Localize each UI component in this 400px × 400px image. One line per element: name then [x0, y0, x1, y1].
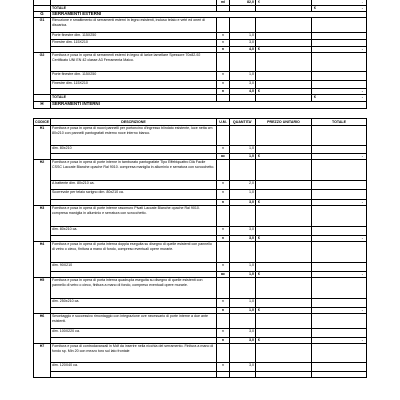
- item-line: [34, 81, 367, 89]
- item-line: [34, 181, 367, 190]
- cell-um: [217, 206, 230, 227]
- cell-total: [312, 200, 367, 206]
- cell-price: [256, 81, 312, 89]
- cell-um: [217, 95, 230, 102]
- section-code: G: [34, 12, 51, 18]
- cell-total: [312, 95, 367, 102]
- cell-qty: [230, 314, 256, 329]
- cell-total: [312, 372, 367, 378]
- line-text: Porte finestre dim. 115X250: [51, 72, 217, 81]
- item-description: Fornitura e posa in opera di porta interna quadrupla eseguita su disegno di quelle esistenti con pannello di vetro o cieco, finitura a mano di fondo, compreso eventuali opere murarie.: [51, 278, 217, 299]
- sum-um: ac: [217, 154, 230, 160]
- line-um: n: [217, 227, 230, 236]
- line-qty: 1,0: [230, 190, 256, 200]
- cell-price: [256, 47, 312, 53]
- cell-total: [312, 6, 367, 12]
- cell-price: [256, 40, 312, 47]
- cell-qty: [230, 53, 256, 72]
- item-description: Smontaggio e successivo rimontaggio con integrazione ove necessario di porte interne a due ante esistenti.: [51, 314, 217, 329]
- cell-price: [256, 200, 312, 206]
- item-line: [34, 363, 367, 372]
- section-title: SERRAMENTI ESTERNI: [51, 12, 367, 18]
- euro-sign: €: [314, 95, 316, 99]
- cell-price: [256, 206, 312, 227]
- line-um: n: [217, 40, 230, 47]
- cell-total: [312, 18, 367, 33]
- total-value: -: [361, 272, 363, 276]
- cell-total: [312, 314, 367, 329]
- item-sum-row: [34, 372, 367, 378]
- cell-um: [217, 160, 230, 181]
- line-qty: 1,0: [230, 146, 256, 154]
- euro-sign: €: [258, 89, 260, 93]
- cell-price: [256, 372, 312, 378]
- cell-qty: [230, 206, 256, 227]
- item-code: H4: [34, 242, 51, 278]
- line-qty: 3,0: [230, 227, 256, 236]
- cell-desc: [51, 372, 217, 378]
- cell-total: [312, 190, 367, 200]
- cell-um: [217, 53, 230, 72]
- line-um: n: [217, 329, 230, 338]
- cell-total: [312, 53, 367, 72]
- cell-price: [256, 89, 312, 95]
- total-value: -: [361, 308, 363, 312]
- cell-total: [312, 227, 367, 236]
- sum-um: n: [217, 200, 230, 206]
- line-text: dim. 80x210: [51, 146, 217, 154]
- item-code: H3: [34, 206, 51, 242]
- euro-sign: €: [258, 200, 260, 204]
- line-um: n: [217, 72, 230, 81]
- item-line: [34, 40, 367, 47]
- total-value: -: [361, 154, 363, 158]
- item-line: [34, 299, 367, 308]
- cell-total: [312, 338, 367, 344]
- cell-qty: [230, 344, 256, 363]
- item-line: [34, 190, 367, 200]
- cell-um: ml: [217, 0, 230, 6]
- total-value: -: [361, 0, 363, 4]
- cell-price: [256, 53, 312, 72]
- cell-price: [256, 126, 312, 146]
- cell-price: [256, 72, 312, 81]
- item-code: H5: [34, 278, 51, 314]
- header-totale: TOTALE: [312, 119, 367, 126]
- cell-price: [256, 146, 312, 154]
- cell-price: [256, 181, 312, 190]
- item-description: Fornitura e posa in opera di porte interne rasomuro Pivati Laccate Bianche opache Ral 9010. compresa maniglia in alluminio e serratura con scrocchetto.: [51, 206, 217, 227]
- item-row: [34, 314, 367, 329]
- cell-price: [256, 160, 312, 181]
- item-row: [34, 206, 367, 227]
- section-code: H: [34, 102, 51, 109]
- cell-total: [312, 206, 367, 227]
- cell-price: [256, 242, 312, 263]
- cell-price: [256, 299, 312, 308]
- item-row: [34, 126, 367, 146]
- cell-price: [256, 154, 312, 160]
- estimate-sheet: [33, 0, 366, 400]
- item-row: [34, 53, 367, 72]
- item-line: [34, 72, 367, 81]
- cell-price: [256, 0, 312, 6]
- item-row: [34, 242, 367, 263]
- cell-um: [217, 242, 230, 263]
- sum-um: n: [217, 89, 230, 95]
- item-code: H7: [34, 344, 51, 378]
- cell-total: [312, 272, 367, 278]
- cell-total: [312, 160, 367, 181]
- sum-qty: 1,0: [230, 154, 256, 160]
- item-line: [34, 146, 367, 154]
- cell-total: [312, 126, 367, 146]
- item-description: Rimozione e smaltimento di serramenti esterni in legno esistenti, incluso telaio e vetri ed oneri di discarica.: [51, 18, 217, 33]
- sum-um: [217, 372, 230, 378]
- header-um: U.M.: [217, 119, 230, 126]
- sum-qty: 1,0: [230, 272, 256, 278]
- header-codice: CODICE: [35, 119, 49, 124]
- cell-total: [312, 308, 367, 314]
- item-code: H6: [34, 314, 51, 344]
- sum-qty: [230, 372, 256, 378]
- cell-code: [34, 95, 51, 102]
- cell-price: [256, 33, 312, 40]
- sum-qty: 4,0: [230, 47, 256, 53]
- header-prezzo: PREZZO UNITARIO: [256, 119, 312, 126]
- sum-qty: 3,0: [230, 200, 256, 206]
- cell-total: [312, 363, 367, 372]
- sum-qty: 3,0: [230, 338, 256, 344]
- cell-qty: 82,0: [230, 0, 256, 6]
- line-um: n: [217, 190, 230, 200]
- line-um: n: [217, 181, 230, 190]
- line-text: A battente dim. 80x210 ca.: [51, 181, 217, 190]
- euro-sign: €: [258, 0, 260, 4]
- cell-price: [256, 95, 312, 102]
- table-serramenti-esterni: [33, 0, 367, 109]
- total-value: -: [361, 95, 363, 99]
- line-qty: 2,0: [230, 181, 256, 190]
- line-qty: 3,0: [230, 363, 256, 372]
- sum-um: n: [217, 308, 230, 314]
- item-row: [34, 18, 367, 33]
- item-code: G1: [34, 18, 51, 53]
- line-um: n: [217, 146, 230, 154]
- item-code: H1: [34, 126, 51, 160]
- cell-price: [256, 308, 312, 314]
- euro-sign: €: [258, 236, 260, 240]
- cell-total: [312, 344, 367, 363]
- total-value: -: [361, 6, 363, 10]
- euro-sign: €: [258, 47, 260, 51]
- cell-price: [256, 272, 312, 278]
- cell-price: [256, 329, 312, 338]
- line-um: n: [217, 299, 230, 308]
- item-code: H2: [34, 160, 51, 206]
- line-qty: 3,0: [230, 329, 256, 338]
- item-description: Fornitura e posa di controdavanzali in Mdf da inserire nella nicchia del serramento. Finitura a mano di fondo sp. Min 20 con mezzo toro sul lato frontale: [51, 344, 217, 363]
- line-qty: 1,0: [230, 263, 256, 272]
- total-value: -: [361, 47, 363, 51]
- total-value: -: [361, 338, 363, 342]
- page-gap: [33, 109, 366, 118]
- cell-um: [217, 314, 230, 329]
- line-text: Finestre dim. 115X210: [51, 81, 217, 89]
- cell-price: [256, 278, 312, 299]
- line-text: dim. 90X210: [51, 263, 217, 272]
- line-text: dim. 250x210 ca.: [51, 299, 217, 308]
- cell-price: [256, 236, 312, 242]
- cell-price: [256, 190, 312, 200]
- cell-price: [256, 363, 312, 372]
- cell-total: [312, 329, 367, 338]
- line-text: Scorrevole per telaio scrigno dim. 80x210 ca.: [51, 190, 217, 200]
- cell-price: [256, 18, 312, 33]
- line-um: n: [217, 263, 230, 272]
- header-row: [34, 119, 367, 126]
- cell-um: [217, 126, 230, 146]
- cell-qty: [230, 160, 256, 181]
- line-um: n: [217, 81, 230, 89]
- line-um: n: [217, 363, 230, 372]
- cell-um: [217, 18, 230, 33]
- cell-price: [256, 263, 312, 272]
- line-qty: 1,0: [230, 299, 256, 308]
- cell-qty: [230, 95, 256, 102]
- cell-qty: [230, 278, 256, 299]
- line-qty: 1,0: [230, 33, 256, 40]
- section-row: [34, 102, 367, 109]
- cell-qty: [230, 126, 256, 146]
- item-description: Fornitura e posa in opera di porta interna doppia eseguita su disegno di quelle esistenti con pannello di vetro o cieco, finitura a mano di fondo, compreso eventuali opere murarie.: [51, 242, 217, 263]
- header-quantita: QUANTITA': [230, 119, 256, 126]
- euro-sign: €: [258, 338, 260, 342]
- item-row: [34, 160, 367, 181]
- sum-um: n: [217, 236, 230, 242]
- line-text: Porte finestre dim. 115X250: [51, 33, 217, 40]
- cell-total: [312, 236, 367, 242]
- sum-um: n: [217, 338, 230, 344]
- item-description: Fornitura e posa in opera di porte interne in tamburato pantografate Tipo Effebiquattro Dià Facile CSSC Laccate Bianche opache Ral 9010. compresa maniglia in alluminio e serratura con scrocchetto.: [51, 160, 217, 181]
- line-text: dim. 80x210 ca.: [51, 227, 217, 236]
- line-text: dim. 100X220 ca.: [51, 329, 217, 338]
- item-line: [34, 263, 367, 272]
- cell-um: [217, 344, 230, 363]
- cell-price: [256, 227, 312, 236]
- line-qty: 3,0: [230, 40, 256, 47]
- item-line: [34, 33, 367, 40]
- cell-total: [312, 40, 367, 47]
- cell-price: [256, 344, 312, 363]
- item-description: Fornitura e posa in opera di serramenti esterni in legno di larice lamellare Spessore 70x82-92 Certificato UNI EN 42 classe A3 Ferramenta Maico.: [51, 53, 217, 72]
- header-descrizione: DESCRIZIONE: [51, 119, 217, 126]
- line-qty: 1,0: [230, 72, 256, 81]
- item-row: [34, 344, 367, 363]
- cell-total: [312, 33, 367, 40]
- cell-total: [312, 263, 367, 272]
- cell-total: [312, 181, 367, 190]
- euro-sign: €: [258, 154, 260, 158]
- cell-total: [312, 299, 367, 308]
- total-value: -: [361, 236, 363, 240]
- line-text: dim. 120X40 ca.: [51, 363, 217, 372]
- euro-sign: €: [258, 272, 260, 276]
- cell-total: [312, 47, 367, 53]
- item-row: [34, 278, 367, 299]
- sum-qty: 1,0: [230, 308, 256, 314]
- cell-total: [312, 154, 367, 160]
- cell-um: [217, 278, 230, 299]
- sum-qty: 4,0: [230, 89, 256, 95]
- total-value: -: [361, 89, 363, 93]
- cell-total: [312, 72, 367, 81]
- cell-price: [256, 314, 312, 329]
- total-row: [34, 95, 367, 102]
- cell-qty: [230, 18, 256, 33]
- item-description: Fornitura e posa in opera di nuovi pannelli per portoncino d'ingresso blindato esistente, luce netta cm 80x210 con pannelli pantografati esterno noce interno bianco.: [51, 126, 217, 146]
- sum-um: n: [217, 47, 230, 53]
- cell-total: [312, 81, 367, 89]
- cell-total: [312, 278, 367, 299]
- euro-sign: €: [258, 308, 260, 312]
- item-code: G2: [34, 53, 51, 95]
- cell-price: [256, 338, 312, 344]
- total-value: -: [361, 200, 363, 204]
- sum-um: ac: [217, 272, 230, 278]
- total-label: TOTALE: [51, 95, 217, 102]
- line-um: n: [217, 33, 230, 40]
- line-qty: 3,0: [230, 81, 256, 89]
- euro-sign: €: [314, 6, 316, 10]
- cell-total: [312, 242, 367, 263]
- table-serramenti-interni: [33, 118, 367, 378]
- sum-qty: 3,0: [230, 236, 256, 242]
- section-title: SERRAMENTI INTERNI: [51, 102, 367, 109]
- line-text: Finestre dim. 115X210: [51, 40, 217, 47]
- item-line: [34, 329, 367, 338]
- cell-qty: [230, 242, 256, 263]
- total-label: TOTALE: [51, 6, 217, 12]
- cell-total: [312, 146, 367, 154]
- item-line: [34, 227, 367, 236]
